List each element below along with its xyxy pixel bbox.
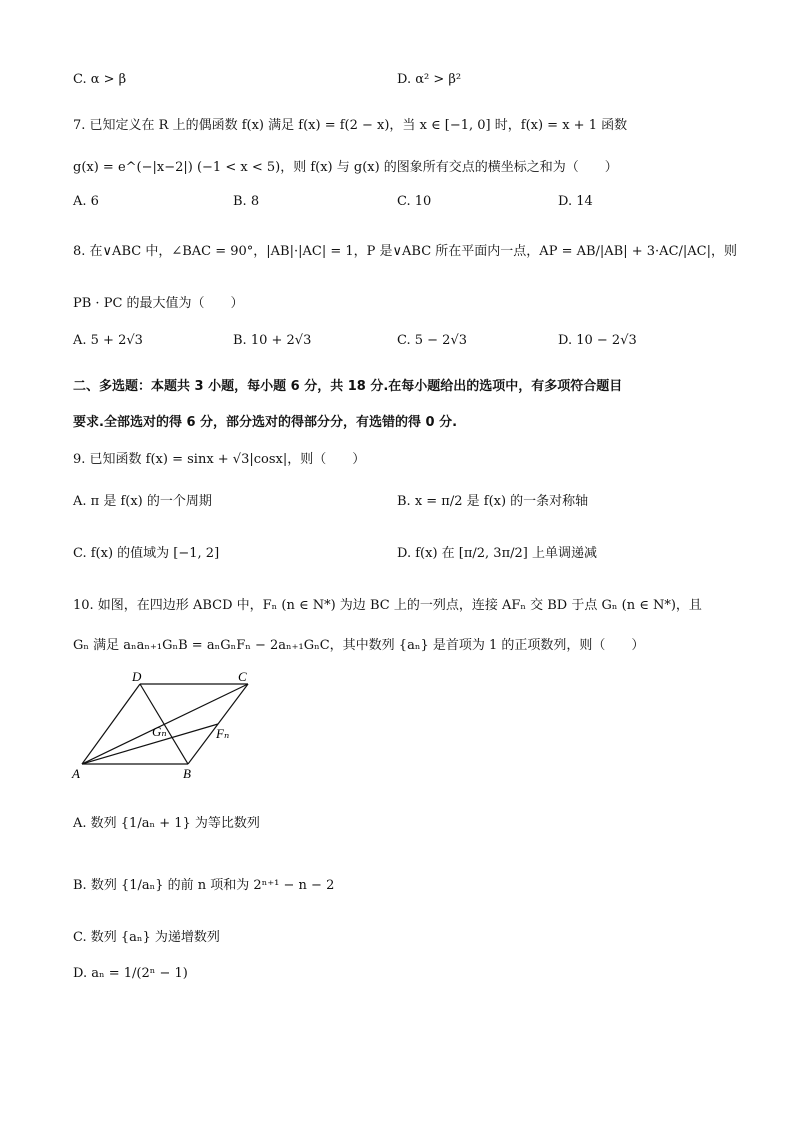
q8-stem-line1: 8. 在∨ABC 中，∠BAC = 90°，|AB|·|AC| = 1，P 是∨ABC 所在平面内一点，AP = AB/|AB| + 3·AC/|AC|，则 bbox=[73, 244, 737, 259]
q6-option-c: C. α > β bbox=[73, 72, 127, 87]
q8-option-a: A. 5 + 2√3 bbox=[73, 333, 143, 348]
q9-option-a: A. π 是 f(x) 的一个周期 bbox=[73, 494, 212, 509]
label-Fn: Fₙ bbox=[216, 726, 230, 741]
q10-option-a: A. 数列 {1/aₙ + 1} 为等比数列 bbox=[73, 816, 260, 831]
label-Gn: Gₙ bbox=[152, 724, 167, 739]
q7-option-b: B. 8 bbox=[233, 194, 260, 209]
q8-option-c: C. 5 − 2√3 bbox=[397, 333, 468, 348]
q8-stem-line2: PB · PC 的最大值为（ ） bbox=[73, 296, 244, 311]
label-C: C bbox=[238, 669, 247, 684]
quadrilateral-figure bbox=[70, 668, 270, 783]
q7-stem-line1: 7. 已知定义在 R 上的偶函数 f(x) 满足 f(x) = f(2 − x)，当 x ∈ [−1, 0] 时，f(x) = x + 1 函数 bbox=[73, 118, 628, 133]
q9-stem: 9. 已知函数 f(x) = sinx + √3|cosx|，则（ ） bbox=[73, 452, 366, 467]
q10-stem-line1: 10. 如图，在四边形 ABCD 中，Fₙ (n ∈ N*) 为边 BC 上的一列点，连接 AFₙ 交 BD 于点 Gₙ (n ∈ N*)，且 bbox=[73, 598, 702, 613]
q8-option-b: B. 10 + 2√3 bbox=[233, 333, 312, 348]
q9-option-c: C. f(x) 的值域为 [−1, 2] bbox=[73, 546, 220, 561]
q10-option-b: B. 数列 {1/aₙ} 的前 n 项和为 2ⁿ⁺¹ − n − 2 bbox=[73, 878, 335, 893]
q10-option-c: C. 数列 {aₙ} 为递增数列 bbox=[73, 930, 220, 945]
label-A: A bbox=[72, 766, 80, 781]
q10-option-d: D. aₙ = 1/(2ⁿ − 1) bbox=[73, 966, 188, 981]
q7-stem-line2: g(x) = e^(−|x−2|) (−1 < x < 5)，则 f(x) 与 g(x) 的图象所有交点的横坐标之和为（ ） bbox=[73, 160, 618, 175]
q7-option-a: A. 6 bbox=[73, 194, 99, 209]
edge-DA bbox=[82, 684, 140, 764]
section2-heading-line1: 二、多选题：本题共 3 小题，每小题 6 分，共 18 分.在每小题给出的选项中，有多项符合题目 bbox=[73, 379, 623, 394]
section2-heading-line2: 要求.全部选对的得 6 分，部分选对的得部分分，有选错的得 0 分. bbox=[73, 415, 458, 430]
q7-option-c: C. 10 bbox=[397, 194, 432, 209]
q10-stem-line2: Gₙ 满足 aₙaₙ₊₁GₙB = aₙGₙFₙ − 2aₙ₊₁GₙC，其中数列 {aₙ} 是首项为 1 的正项数列，则（ ） bbox=[73, 638, 645, 653]
q6-option-d: D. α² > β² bbox=[397, 72, 462, 87]
segment-AFn bbox=[82, 724, 218, 764]
label-D: D bbox=[132, 669, 142, 684]
q9-option-b: B. x = π/2 是 f(x) 的一条对称轴 bbox=[397, 494, 589, 509]
q8-option-d: D. 10 − 2√3 bbox=[558, 333, 637, 348]
q7-option-d: D. 14 bbox=[558, 194, 593, 209]
label-B: B bbox=[183, 766, 191, 781]
q9-option-d: D. f(x) 在 [π/2, 3π/2] 上单调递减 bbox=[397, 546, 597, 561]
